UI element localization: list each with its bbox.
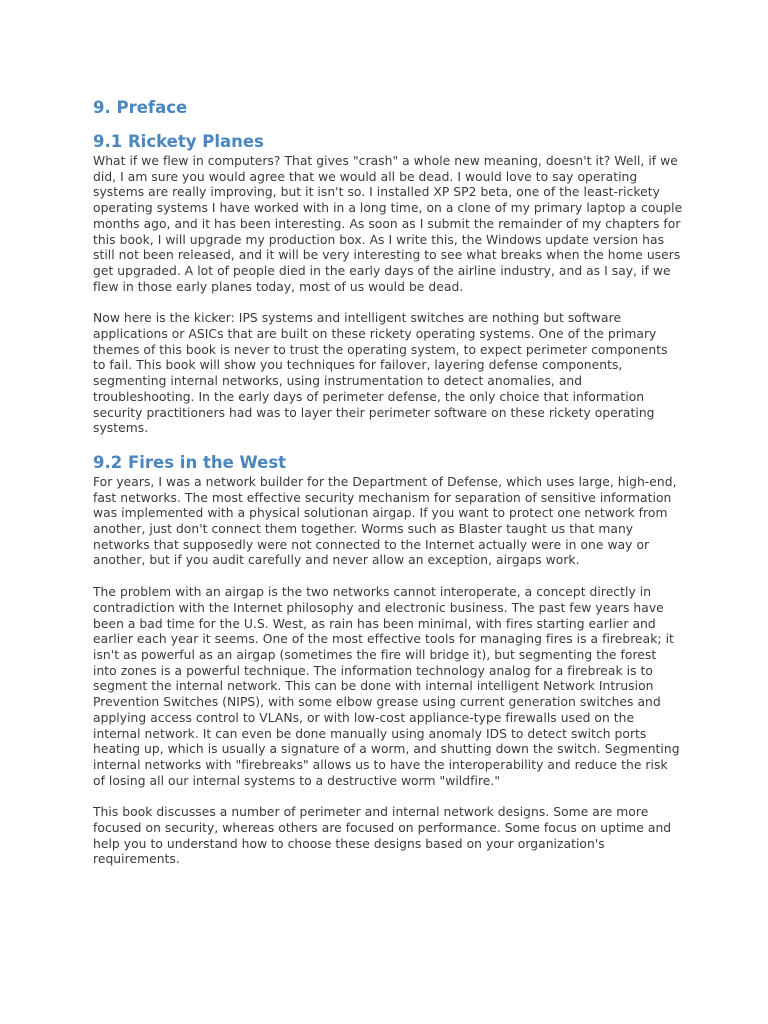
section-heading-fires-in-the-west: 9.2 Fires in the West	[93, 452, 287, 472]
paragraph: This book discusses a number of perimeter and internal network designs. Some are more focused on security, whereas others are focused on performance. Some focus on uptime and help you to understand how to choose these designs based on your organization's requirements.	[93, 805, 672, 867]
paragraph: The problem with an airgap is the two networks cannot interoperate, a concept directly in contradiction with the Internet philosophy and electronic business. The past few years have been a bad time for the U.S. West, as rain has been minimal, with fires starting earlier and earlier each year it seems. One of the most effective tools for managing fires is a firebreak; it isn't as powerful as an airgap (sometimes the fire will bridge it), but segmenting the forest into zones is a powerful technique. The information technology analog for a firebreak is to segment the internal network. This can be done with internal intelligent Network Intrusion Prevention Switches (NIPS), with some elbow grease using current generation switches and applying access control to VLANs, or with low-cost appliance-type firewalls used on the internal network. It can even be done manually using anomaly IDS to detect switch ports heating up, which is usually a signature of a worm, and shutting down the switch. Segmenting internal networks with "firebreaks" allows us to have the interoperability and reduce the risk of losing all our internal systems to a destructive worm "wildfire."	[93, 585, 680, 788]
paragraph: Now here is the kicker: IPS systems and intelligent switches are nothing but software applications or ASICs that are built on these rickety operating systems. One of the primary themes of this book is never to trust the operating system, to expect perimeter components to fail. This book will show you techniques for failover, layering defense components, segmenting internal networks, using instrumentation to detect anomalies, and troubleshooting. In the early days of perimeter defense, the only choice that information security practitioners had was to layer their perimeter software on these rickety operating systems.	[93, 311, 668, 436]
document-page	[93, 96, 683, 868]
chapter-title: 9. Preface	[93, 98, 188, 117]
section-heading-rickety-planes: 9.1 Rickety Planes	[93, 132, 264, 151]
section-spacer	[93, 437, 683, 451]
paragraph-spacer	[93, 789, 683, 805]
paragraph-spacer	[93, 569, 683, 585]
paragraph: For years, I was a network builder for the Department of Defense, which uses large, high-end, fast networks. The most effective security mechanism for separation of sensitive information was implemented with a physical solutionan airgap. If you want to protect one network from another, just don't connect them together. Worms such as Blaster taught us that many networks that supposedly were not connected to the Internet actually were in one way or another, but if you audit carefully and never allow an exception, airgaps work.	[93, 474, 677, 568]
paragraph-spacer	[93, 295, 683, 311]
paragraph: What if we flew in computers? That gives "crash" a whole new meaning, doesn't it? Well, if we did, I am sure you would agree that we would all be dead. I would love to say operating systems are really improving, but it isn't so. I installed XP SP2 beta, one of the least-rickety operating systems I have worked with in a long time, on a clone of my primary laptop a couple months ago, and it has been interesting. As soon as I submit the remainder of my chapters for this book, I will upgrade my production box. As I write this, the Windows update version has still not been released, and it will be very interesting to see what breaks when the home users get upgraded. A lot of people died in the early days of the airline industry, and as I say, if we flew in those early planes today, most of us would be dead.	[93, 154, 683, 294]
